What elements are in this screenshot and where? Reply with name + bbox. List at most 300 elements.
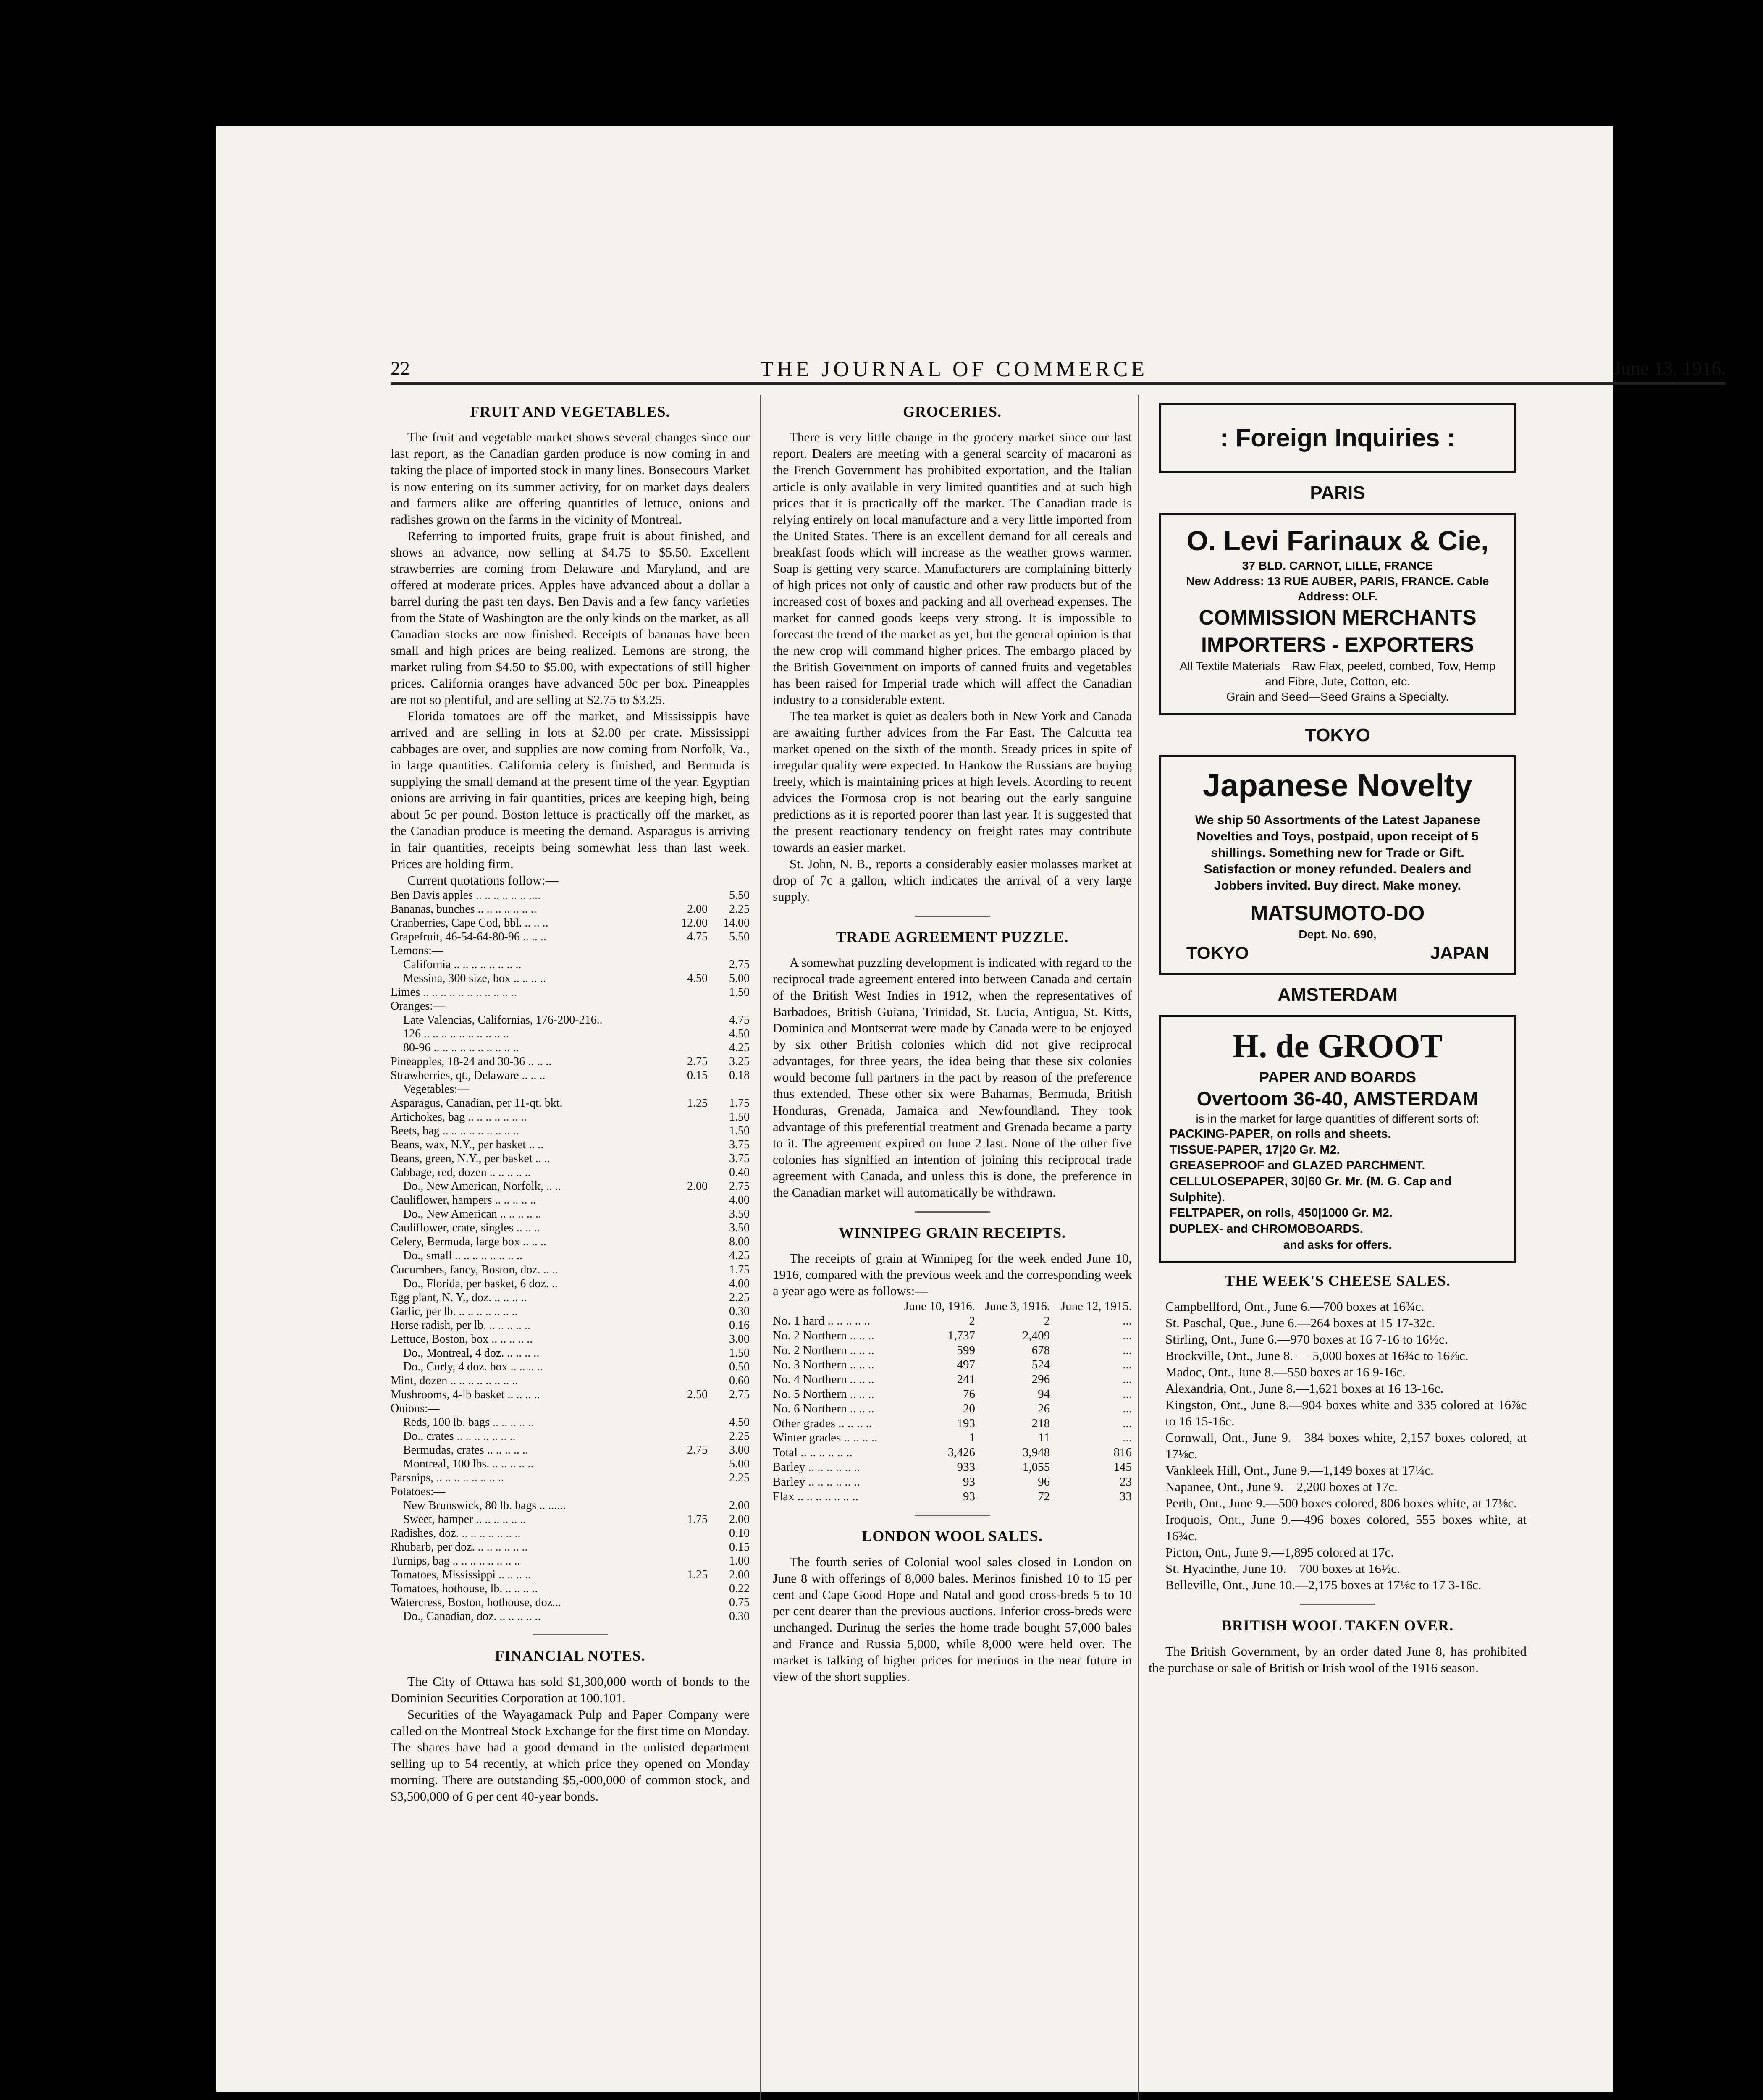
- grain-cell: No. 2 Northern .. .. ..: [773, 1343, 874, 1357]
- quote-low: 12.00: [681, 916, 708, 929]
- groot-end: and asks for offers.: [1283, 1238, 1392, 1251]
- quote-low: 1.25: [687, 1097, 708, 1110]
- quote-low: [661, 1554, 708, 1568]
- grain-cell: 2,409: [1022, 1328, 1050, 1342]
- quote-row: [391, 1096, 750, 1110]
- quote-low: [661, 1499, 708, 1512]
- cheese-sale-entry: Cornwall, Ont., June 9.—384 boxes white, 2,157 boxes colored, at 17⅛c.: [1165, 1430, 1527, 1461]
- column-3: [1149, 395, 1527, 1676]
- quote-high: 1.00: [729, 1554, 750, 1568]
- grain-row: [773, 1445, 1132, 1460]
- quote-high: 2.25: [729, 902, 750, 916]
- grain-column-header: June 10, 1916.: [904, 1299, 975, 1313]
- quote-high: 0.75: [729, 1596, 750, 1609]
- quote-low: [661, 1124, 708, 1138]
- quote-high: 1.50: [729, 985, 750, 999]
- quote-row: [391, 1499, 750, 1512]
- grain-row: [773, 1416, 1132, 1431]
- grain-cell: 599: [957, 1343, 975, 1357]
- column-2: [773, 395, 1132, 1685]
- grain-cell: 1,055: [1022, 1460, 1050, 1474]
- winnipeg-paragraph: The receipts of grain at Winnipeg for the week ended June 10, 1916, compared with the previous week and the corresponding week a year ago were as follows:—: [773, 1251, 1132, 1299]
- quote-low: [661, 1166, 708, 1179]
- london-heading: LONDON WOOL SALES.: [862, 1528, 1043, 1545]
- quote-item: Vegetables:—: [403, 1083, 470, 1096]
- grain-receipts-table: [773, 1299, 1132, 1504]
- quote-low: [661, 1457, 708, 1471]
- quote-high: [708, 999, 750, 1013]
- quote-high: 0.18: [729, 1069, 750, 1082]
- quote-row: [391, 1540, 750, 1554]
- cheese-sale-entry: Belleville, Ont., June 10.—2,175 boxes at 17⅛c to 17 3-16c.: [1165, 1578, 1482, 1593]
- cheese-sale-entry: Brockville, Ont., June 8. — 5,000 boxes at 16¾c to 16⅞c.: [1165, 1348, 1469, 1363]
- groot-item: DUPLEX- and CHROMOBOARDS.: [1170, 1222, 1363, 1236]
- quote-high: 4.25: [729, 1041, 750, 1055]
- quote-row: [391, 902, 750, 916]
- levi-farinaux-ad: [1159, 513, 1516, 715]
- quote-row: [391, 1013, 750, 1027]
- grain-cell: 20: [963, 1402, 975, 1415]
- quote-high: 8.00: [729, 1235, 750, 1249]
- grain-cell: ...: [1123, 1402, 1132, 1415]
- quote-low: [661, 1291, 708, 1305]
- quote-low: [661, 1027, 708, 1041]
- quote-low: 4.75: [687, 930, 708, 943]
- quote-row: [391, 1068, 750, 1082]
- quote-item: Do., Canadian, doz. .. .. .. .. ..: [403, 1610, 541, 1623]
- quote-item: Messina, 300 size, box .. .. .. ..: [403, 971, 546, 985]
- cheese-sales-list: [1149, 1298, 1527, 1593]
- quote-low: [661, 1305, 708, 1318]
- quote-item: Do., Montreal, 4 doz. .. .. .. ..: [403, 1346, 540, 1360]
- quote-row: [391, 1596, 750, 1609]
- quote-item: Oranges:—: [391, 999, 445, 1013]
- quote-item: Do., New American, Norfolk, .. ..: [403, 1180, 561, 1193]
- grain-cell: 816: [1113, 1446, 1132, 1460]
- cheese-sale-entry: Madoc, Ont., June 8.—550 boxes at 16 9-16c.: [1165, 1364, 1406, 1379]
- quote-item: Cranberries, Cape Cod, bbl. .. .. ..: [391, 916, 548, 929]
- quote-high: 3.00: [729, 1332, 750, 1346]
- quote-row: [391, 1485, 750, 1499]
- quote-high: 0.60: [729, 1374, 750, 1387]
- grain-cell: Total .. .. .. .. .. ..: [773, 1446, 853, 1460]
- quote-low: [661, 999, 708, 1013]
- grain-cell: 1,737: [947, 1328, 975, 1342]
- section-rule: [533, 1634, 608, 1635]
- fruit-paragraph: Referring to imported fruits, grape fruit is about finished, and shows an advance, now selling at $4.75 to $5.50. Excellent strawberries are coming from Delaware and Maryland, and are offered at moderate prices. Apples have advanced about a dollar a barrel during the past ten days. Ben Davis and a few fancy varieties from the State of Washington are the only kinds on the market, as all Canadian stocks are now finished. Receipts of bananas have been small and high prices are being realized. Lemons are strong, the market ruling from $4.50 to $5.00, with expectations of still higher prices. California oranges have advanced 50c per box. Pineapples are not so plentiful, and are selling at $2.75 to $3.25.: [391, 528, 750, 707]
- quote-low: [661, 1207, 708, 1221]
- grain-cell: 241: [957, 1373, 975, 1386]
- groceries-paragraph: The tea market is quiet as dealers both in New York and Canada are awaiting further advices from the Far East. The Calcutta tea market opened on the sixth of the month. Steady prices in spite of irregular quality were expected. In Hankow the Russians are buying freely, which is maintaining prices at high levels. Acording to recent advices the Formosa crop is not bearing out the early sanguine predictions as it is reported poorer than last year. It is suggested that the present reactionary tendency on freight rates may contribute towards an easier market.: [773, 709, 1132, 855]
- quote-high: 0.50: [729, 1360, 750, 1373]
- financial-paragraph: Securities of the Wayagamack Pulp and Paper Company were called on the Montreal Stock Exchange for the first time on Monday. The shares have had a good demand in the unlisted department selling up to 54 recently, at which price they opened on Monday morning. There are outstanding $5,-000,000 of common stock, and $3,500,000 of 6 per cent 40-year bonds.: [391, 1706, 750, 1804]
- quote-high: 1.50: [729, 1110, 750, 1124]
- quote-item: Lemons:—: [391, 944, 443, 957]
- grain-cell: Flax .. .. .. .. .. .. ..: [773, 1489, 858, 1503]
- grain-cell: No. 1 hard .. .. .. .. ..: [773, 1314, 870, 1328]
- quote-low: [661, 1082, 708, 1096]
- page-number: 22: [391, 357, 410, 379]
- quote-high: [708, 1485, 750, 1499]
- quote-row: [391, 1082, 750, 1096]
- cheese-sale-entry: Stirling, Ont., June 6.—970 boxes at 16 7-16 to 16½c.: [1165, 1331, 1448, 1347]
- quote-low: 2.00: [687, 1180, 708, 1193]
- issue-date: June 13, 1916.: [1613, 357, 1726, 379]
- groceries-paragraph: There is very little change in the grocery market since our last report. Dealers are meeting with a general scarcity of macaroni as the French Government has prohibited exportation, and the Italian article is only available in very limited quantities and at such high prices that it is practically off the market. The Canadian trade is relying entirely on local manufacture and a very little imported from the United States. There is an excellent demand for all cereals and breakfast foods which will increase as the weather grows warmer. Soap is getting very scarce. Manufacturers are complaining bitterly of high prices not only of caustic and other raw products but of the increased cost of boxes and packing and all overhead expenses. The market for canned goods keeps very strong. It is impossible to forecast the trend of the market as yet, but the general opinion is that the new crop will command higher prices. The embargo placed by the British Government on imports of canned fruits and vegetables has been raised for Imperial trade which will affect the Canadian industry to a considerable extent.: [773, 430, 1132, 707]
- quote-item: Egg plant, N. Y., doz. .. .. .. ..: [391, 1291, 527, 1304]
- quote-item: Radishes, doz. .. .. .. .. .. .. ..: [391, 1527, 521, 1540]
- quote-row: [391, 1249, 750, 1263]
- quote-row: [391, 1471, 750, 1485]
- quote-row: [391, 1318, 750, 1332]
- quote-low: [661, 1277, 708, 1291]
- quote-item: Beans, green, N.Y., per basket .. ..: [391, 1152, 550, 1166]
- header-rule: [391, 382, 1726, 385]
- quote-row: [391, 1277, 750, 1291]
- groot-address: Overtoom 36-40, AMSTERDAM: [1196, 1087, 1479, 1110]
- quote-high: 3.50: [729, 1208, 750, 1221]
- grain-cell: 76: [963, 1387, 975, 1401]
- quote-item: Turnips, bag .. .. .. .. .. .. .. ..: [391, 1554, 520, 1568]
- groot-intro: is in the market for large quantities of different sorts of:: [1196, 1112, 1480, 1125]
- groceries-paragraph: St. John, N. B., reports a considerably easier molasses market at drop of 7c a gallon, which indicates the arrival of a very large supply.: [773, 856, 1132, 904]
- cheese-sale-entry: Alexandria, Ont., June 8.—1,621 boxes at 16 13-16c.: [1165, 1381, 1444, 1396]
- quote-row: [391, 971, 750, 985]
- quote-item: Late Valencias, Californias, 176-200-216..: [403, 1013, 603, 1026]
- quote-item: New Brunswick, 80 lb. bags .. ......: [403, 1499, 566, 1512]
- quote-low: [661, 1540, 708, 1554]
- grain-row: [773, 1343, 1132, 1358]
- grain-row: [773, 1387, 1132, 1402]
- quote-high: 1.50: [729, 1346, 750, 1360]
- london-paragraph: The fourth series of Colonial wool sales closed in London on June 8 with offerings of 8,000 bales. Merinos finished 10 to 15 per cent and Cape Good Hope and Natal and good cross-breds 5 to 10 per cent dearer than the previous auctions. Inferior cross-breds were unchanged. Durinug the series the home trade bought 57,000 bales and France and Russia 5,000, while 8,000 were held over. The market is talking of higher prices for merinos in the near future in view of the short supplies.: [773, 1554, 1132, 1684]
- quote-high: 0.40: [729, 1166, 750, 1179]
- grain-cell: ...: [1123, 1358, 1132, 1372]
- groot-sub: PAPER AND BOARDS: [1259, 1068, 1417, 1086]
- quote-high: 3.25: [729, 1055, 750, 1068]
- jn-country: JAPAN: [1430, 943, 1489, 963]
- quote-item: Beets, bag .. .. .. .. .. .. .. .. ..: [391, 1124, 519, 1138]
- quote-item: Artichokes, bag .. .. .. .. .. .. ..: [391, 1110, 527, 1124]
- quote-row: [391, 1305, 750, 1318]
- cheese-sale-entry: Picton, Ont., June 9.—1,895 colored at 17c.: [1165, 1545, 1394, 1560]
- quote-high: 2.75: [729, 1388, 750, 1401]
- grain-cell: 145: [1113, 1460, 1132, 1474]
- groot-item: FELTPAPER, on rolls, 450|1000 Gr. M2.: [1170, 1206, 1393, 1220]
- quote-low: [661, 1526, 708, 1540]
- groot-item: GREASEPROOF and GLAZED PARCHMENT.: [1170, 1159, 1425, 1173]
- quote-item: Montreal, 100 lbs. .. .. .. .. ..: [403, 1457, 534, 1470]
- quote-low: 2.75: [687, 1055, 708, 1068]
- grain-cell: No. 5 Northern .. .. ..: [773, 1387, 874, 1401]
- quote-high: 0.16: [729, 1318, 750, 1332]
- quote-low: [661, 1485, 708, 1499]
- quote-high: 4.00: [729, 1277, 750, 1290]
- financial-paragraph: The City of Ottawa has sold $1,300,000 worth of bonds to the Dominion Securities Corporation at 100.101.: [391, 1674, 750, 1705]
- grain-cell: 96: [1038, 1475, 1050, 1488]
- quote-high: 0.30: [729, 1305, 750, 1318]
- quote-low: [661, 1193, 708, 1207]
- levi-address: 37 BLD. CARNOT, LILLE, FRANCE: [1242, 559, 1433, 572]
- grain-row: [773, 1460, 1132, 1475]
- grain-column-header: June 12, 1915.: [1060, 1299, 1132, 1313]
- cheese-heading: THE WEEK'S CHEESE SALES.: [1225, 1272, 1451, 1289]
- grain-cell: No. 4 Northern .. .. ..: [773, 1373, 874, 1386]
- cheese-sale-entry: Napanee, Ont., June 9.—2,200 boxes at 17c.: [1165, 1479, 1398, 1494]
- quote-row: [391, 1055, 750, 1068]
- quote-high: 3.50: [729, 1221, 750, 1235]
- city-paris: PARIS: [1310, 482, 1365, 503]
- grain-row: [773, 1489, 1132, 1504]
- quote-high: 14.00: [723, 916, 750, 929]
- quote-row: [391, 999, 750, 1013]
- quote-item: Grapefruit, 46-54-64-80-96 .. .. ..: [391, 930, 546, 943]
- quote-row: [391, 1582, 750, 1596]
- cheese-sale-entry: St. Hyacinthe, June 10.—700 boxes at 16½c.: [1165, 1561, 1400, 1576]
- quote-item: Limes .. .. .. .. .. .. .. .. .. .. ..: [391, 985, 517, 999]
- grain-row: [773, 1372, 1132, 1387]
- quote-item: Onions:—: [391, 1402, 440, 1415]
- quote-low: [661, 1263, 708, 1277]
- grain-cell: 23: [1120, 1475, 1132, 1488]
- quote-low: 1.25: [687, 1568, 708, 1582]
- quote-high: 5.00: [729, 1457, 750, 1470]
- grain-cell: 2: [1044, 1314, 1050, 1328]
- cheese-sale-entry: St. Paschal, Que., June 6.—264 boxes at 15 17-32c.: [1165, 1315, 1435, 1330]
- grain-cell: 218: [1031, 1416, 1050, 1430]
- quote-row: [391, 1207, 750, 1221]
- page-header: [391, 357, 1726, 391]
- quote-row: [391, 930, 750, 944]
- quote-low: [661, 1110, 708, 1124]
- quote-row: [391, 1429, 750, 1443]
- quote-row: [391, 1332, 750, 1346]
- quote-low: [661, 1235, 708, 1249]
- masthead-title: THE JOURNAL OF COMMERCE: [760, 357, 1148, 381]
- quote-row: [391, 1152, 750, 1166]
- quote-row: [391, 1235, 750, 1249]
- grain-cell: Other grades .. .. .. ..: [773, 1416, 872, 1430]
- groot-item: PACKING-PAPER, on rolls and sheets.: [1170, 1127, 1391, 1141]
- fruit-heading: FRUIT AND VEGETABLES.: [470, 403, 670, 420]
- quote-item: Reds, 100 lb. bags .. .. .. .. ..: [403, 1415, 534, 1429]
- quote-item: California .. .. .. .. .. .. .. ..: [403, 958, 522, 971]
- quote-low: 4.50: [687, 971, 708, 985]
- quote-item: Watercress, Boston, hothouse, doz...: [391, 1596, 561, 1609]
- foreign-inquiries-ads: [1149, 403, 1527, 1263]
- grain-cell: 933: [957, 1460, 975, 1474]
- winnipeg-heading: WINNIPEG GRAIN RECEIPTS.: [838, 1224, 1066, 1241]
- fruit-paragraph: The fruit and vegetable market shows several changes since our last report, as the Canadian garden produce is now coming in and taking the place of imported stock in many lines. Bonsecours Market is now entering on its summer activity, for on market days dealers and farmers alike are offering quantities of lettuce, onions and radishes grown on the farms in the vicinity of Montreal.: [391, 430, 750, 527]
- quote-high: 0.22: [729, 1582, 750, 1596]
- jn-firm: MATSUMOTO-DO: [1250, 901, 1425, 925]
- quote-high: 0.15: [729, 1541, 750, 1554]
- quote-item: Tomatoes, hothouse, lb. .. .. .. ..: [391, 1582, 538, 1596]
- foreign-inquiries-banner: : Foreign Inquiries :: [1159, 403, 1516, 473]
- quote-item: Potatoes:—: [391, 1485, 446, 1499]
- quote-high: 4.00: [729, 1194, 750, 1207]
- quote-item: Bananas, bunches .. .. .. .. .. .. ..: [391, 902, 537, 916]
- wool-paragraph: The British Government, by an order dated June 8, has prohibited the purchase or sale of British or Irish wool of the 1916 season.: [1149, 1643, 1527, 1675]
- grain-cell: 2: [969, 1314, 975, 1328]
- quote-high: 2.00: [729, 1568, 750, 1582]
- quote-low: [661, 1346, 708, 1360]
- quote-item: Parsnips, .. .. .. .. .. .. .. ..: [391, 1471, 504, 1484]
- grain-cell: ...: [1123, 1431, 1132, 1445]
- fruit-paragraph: Florida tomatoes are off the market, and Mississippis have arrived and are selling in lots at $2.00 per crate. Mississippi cabbages are over, and supplies are now coming from Norfolk, Va., in large quantities. California celery is finished, and Bermuda is supplying the small demand at the present time of the year. Egyptian onions are arriving in fair quantities, prices are keeping high, being about 5c per pound. Boston lettuce is practically off the market, as the Canadian produce is meeting the demand. Asparagus is arriving in fair quantities, receipts being somewhat less than last week. Prices are holding firm.: [391, 709, 750, 871]
- quote-item: Do., New American .. .. .. .. ..: [403, 1208, 541, 1221]
- grain-cell: ...: [1123, 1387, 1132, 1401]
- quote-low: 2.75: [687, 1443, 708, 1457]
- jn-title: Japanese Novelty: [1202, 767, 1473, 803]
- column-divider: [1138, 395, 1139, 2100]
- quote-item: Mint, dozen .. .. .. .. .. .. .. ..: [391, 1374, 518, 1387]
- grain-cell: 72: [1038, 1489, 1050, 1503]
- quote-item: Mushrooms, 4-lb basket .. .. .. ..: [391, 1388, 540, 1401]
- grain-cell: Barley .. .. .. .. .. ..: [773, 1460, 860, 1474]
- quote-low: [661, 1332, 708, 1346]
- quote-high: 4.75: [729, 1013, 750, 1026]
- section-rule: [915, 1515, 990, 1516]
- groot-item: TISSUE-PAPER, 17|20 Gr. M2.: [1170, 1143, 1340, 1157]
- quote-high: 2.00: [729, 1513, 750, 1526]
- quote-high: 5.50: [729, 930, 750, 943]
- levi-textile: All Textile Materials—Raw Flax, peeled, combed, Tow, Hemp and Fibre, Jute, Cotton, etc.: [1179, 659, 1496, 688]
- grain-cell: 33: [1120, 1489, 1132, 1503]
- quote-high: 5.50: [729, 888, 750, 902]
- quote-row: [391, 1609, 750, 1623]
- quote-row: [391, 1027, 750, 1041]
- quote-item: Asparagus, Canadian, per 11-qt. bkt.: [391, 1097, 563, 1110]
- quote-low: [661, 1415, 708, 1429]
- column-divider: [760, 395, 761, 2100]
- trade-heading: TRADE AGREEMENT PUZZLE.: [836, 928, 1069, 945]
- quote-row: [391, 1193, 750, 1207]
- groceries-heading: GROCERIES.: [902, 403, 1002, 420]
- quote-row: [391, 1360, 750, 1374]
- quote-low: [661, 888, 708, 902]
- quote-row: [391, 1110, 750, 1124]
- quote-row: [391, 1402, 750, 1415]
- quote-low: [661, 1249, 708, 1263]
- grain-cell: ...: [1123, 1314, 1132, 1328]
- quote-low: 2.00: [687, 902, 708, 916]
- cheese-sale-entry: Perth, Ont., June 9.—500 boxes colored, 806 boxes white, at 17⅛c.: [1165, 1496, 1517, 1511]
- quote-item: Ben Davis apples .. .. .. .. .. .. ....: [391, 888, 540, 902]
- quote-row: [391, 1554, 750, 1568]
- quote-high: [708, 1082, 750, 1096]
- groot-item-list: [1170, 1126, 1506, 1237]
- newspaper-page: [216, 126, 1726, 2092]
- quote-row: [391, 1415, 750, 1429]
- quote-high: 4.25: [729, 1249, 750, 1263]
- quote-row: [391, 1041, 750, 1055]
- quote-row: [391, 1512, 750, 1526]
- jn-location: [1170, 942, 1506, 964]
- quote-high: [708, 944, 750, 958]
- quote-low: [661, 1152, 708, 1166]
- quote-item: Cabbage, red, dozen .. .. .. .. ..: [391, 1166, 531, 1179]
- quote-high: 2.75: [729, 1180, 750, 1193]
- grain-cell: Winter grades .. .. .. ..: [773, 1431, 878, 1445]
- quote-row: [391, 1124, 750, 1138]
- quote-row: [391, 958, 750, 971]
- quote-low: [661, 1582, 708, 1596]
- quote-item: Cauliflower, crate, singles .. .. ..: [391, 1221, 540, 1235]
- quote-low: [661, 1013, 708, 1027]
- financial-heading: FINANCIAL NOTES.: [495, 1647, 645, 1664]
- quote-high: 5.00: [729, 971, 750, 985]
- quote-high: 2.75: [729, 958, 750, 971]
- grain-row: [773, 1314, 1132, 1328]
- quote-row: [391, 1263, 750, 1277]
- quote-item: Beans, wax, N.Y., per basket .. ..: [391, 1138, 544, 1152]
- de-groot-ad: [1159, 1015, 1516, 1263]
- levi-commission: COMMISSION MERCHANTS: [1199, 606, 1477, 630]
- quote-high: 4.50: [729, 1027, 750, 1040]
- quote-item: Do., small .. .. .. .. .. .. .. ..: [403, 1249, 522, 1263]
- grain-cell: Barley .. .. .. .. .. ..: [773, 1475, 860, 1488]
- grain-cell: 3,426: [947, 1446, 975, 1460]
- grain-cell: 1: [969, 1431, 975, 1445]
- quote-high: 1.75: [729, 1263, 750, 1276]
- quote-high: 0.30: [729, 1610, 750, 1623]
- grain-header-row: [773, 1299, 1132, 1314]
- groot-name: H. de GROOT: [1232, 1028, 1443, 1065]
- quote-low: 1.75: [687, 1513, 708, 1526]
- grain-cell: ...: [1123, 1343, 1132, 1357]
- quote-low: [661, 1609, 708, 1623]
- cheese-sale-entry: Vankleek Hill, Ont., June 9.—1,149 boxes at 17¼c.: [1165, 1462, 1434, 1478]
- quote-item: Strawberries, qt., Delaware .. .. ..: [391, 1069, 546, 1082]
- levi-name: O. Levi Farinaux & Cie,: [1186, 525, 1489, 556]
- quote-low: [661, 958, 708, 971]
- jn-dept: Dept. No. 690,: [1299, 927, 1377, 941]
- quote-item: 126 .. .. .. .. .. .. .. .. .. ..: [403, 1027, 509, 1040]
- quote-item: Celery, Bermuda, large box .. .. ..: [391, 1235, 546, 1249]
- quote-row: [391, 1568, 750, 1582]
- grain-row: [773, 1357, 1132, 1372]
- quote-item: Horse radish, per lb. .. .. .. .. ..: [391, 1318, 530, 1332]
- cheese-sale-entry: Iroquois, Ont., June 9.—496 boxes colored, 555 boxes white, at 16¾c.: [1165, 1512, 1527, 1544]
- quote-high: [708, 1402, 750, 1415]
- city-amsterdam: AMSTERDAM: [1278, 984, 1398, 1005]
- quote-high: 2.25: [729, 1429, 750, 1443]
- column-1: [391, 395, 750, 1804]
- quote-item: Lettuce, Boston, box .. .. .. .. ..: [391, 1332, 533, 1346]
- quote-high: 2.25: [729, 1471, 750, 1484]
- quote-item: Cauliflower, hampers .. .. .. .. ..: [391, 1194, 536, 1207]
- quote-row: [391, 1166, 750, 1179]
- section-rule: [915, 1211, 990, 1213]
- wool-heading: BRITISH WOOL TAKEN OVER.: [1221, 1617, 1454, 1634]
- levi-import-export: IMPORTERS - EXPORTERS: [1201, 633, 1474, 657]
- grain-column-header: [773, 1299, 893, 1314]
- quote-item: Tomatoes, Mississippi .. .. .. ..: [391, 1568, 531, 1582]
- grain-cell: 497: [957, 1358, 975, 1372]
- jn-city: TOKYO: [1186, 943, 1249, 963]
- grain-cell: ...: [1123, 1416, 1132, 1430]
- quote-row: [391, 1457, 750, 1471]
- grain-cell: 93: [963, 1489, 975, 1503]
- trade-paragraph: A somewhat puzzling development is indicated with regard to the reciprocal trade agreement entered into between Canada and certain of the British West Indies in 1912, when the representatives of Barbadoes, British Guiana, Trinidad, St. Lucia, Antigua, St. Kitts, Dominica and Montserrat were made by Canada were to be enjoyed by six other British colonies which did not give reciprocal advantages, for three years, the idea being that these six colonies would become full partners in the pact by reason of the preference thus extended. These other six were Bahamas, Bermuda, British Honduras, Grenada, Jamaica and Newfoundland. They took advantage of this preferential treatment and Grenada became a party to it. The agreement expired on June 2 last. None of the other five colonies has signified an intention of joining this reciprocal trade agreement with Canada, and unless this is done, the preference in the Canadian market will automatically be withdrawn.: [773, 955, 1132, 1200]
- grain-cell: 296: [1031, 1373, 1050, 1386]
- levi-new-address: New Address: 13 RUE AUBER, PARIS, FRANCE. Cable Address: OLF.: [1186, 574, 1489, 603]
- quote-row: [391, 1179, 750, 1193]
- jn-body: We ship 50 Assortments of the Latest Japanese Novelties and Toys, postpaid, upon receipt of 5 shillings. Something new for Trade or Gift. Satisfaction or money refunded. Dealers and Jobbers invited. Buy direct. Make money.: [1195, 813, 1480, 892]
- grain-cell: 678: [1031, 1343, 1050, 1357]
- city-tokyo: TOKYO: [1305, 724, 1370, 746]
